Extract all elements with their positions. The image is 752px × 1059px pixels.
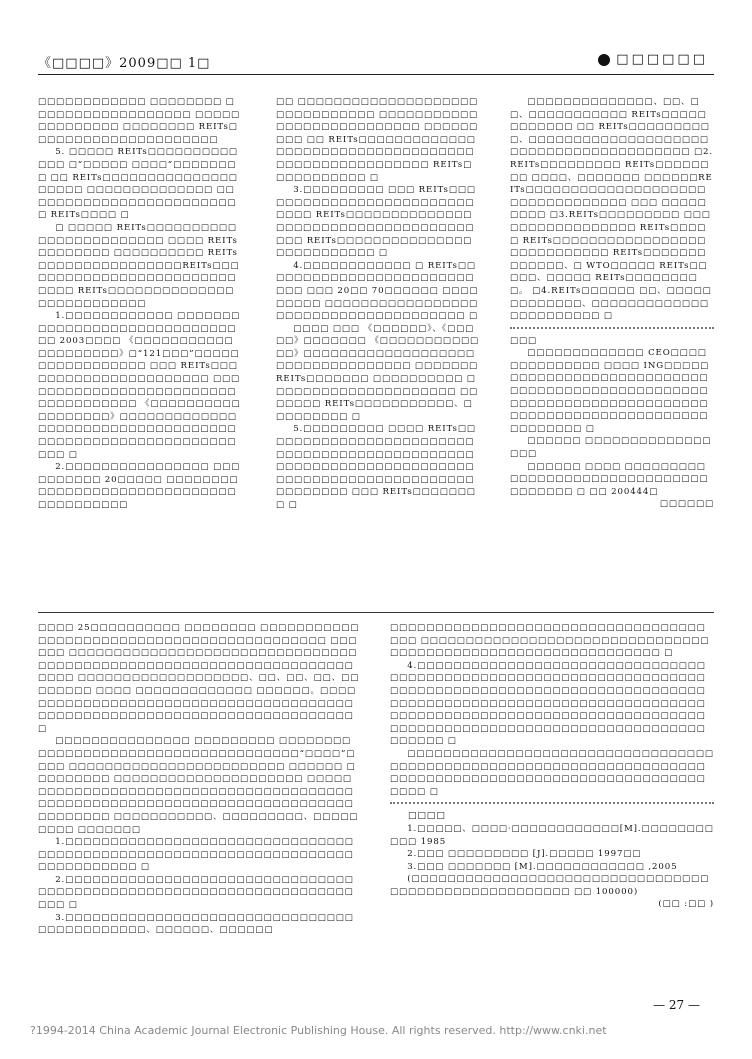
- reference-item: 3.□□□ □□□□□□□ [M].□□□□□□□□□□□□ ,2005: [407, 861, 678, 872]
- paragraph: □□□□□□□□□□□□□□□□□□□□□□□□□□□□□□□□□□□□□□ □□□□□□□□□□□□□□□□□□□□□□□□□□□□□□□□□□□□□□□□□□□□□□□□□□□□□□□□□□□□□□ □: [390, 623, 710, 659]
- section-divider: [38, 612, 714, 613]
- paragraph: □□ □□□□□□□□□□□□□□□□□□□□□□□□□□□□□□□ □□□□□□□□□□□□□□□□□□□□□□□□□□□ □□□□□□□□□ □□ REITs□□□□□□□□□□□□□□□□□□□□□□□□□□□□□□□□□□□□□□□□□□□□□□□□□□□□ REITs□□□□□□□□□□□ □: [276, 97, 479, 183]
- paragraph: 1.□□□□□□□□□□□□ □□□□□□□□□□□□□□□□□□□□□□□□□□□□□□□ 2003□□□□ 《□□□□□□□□□□□□□□□□□□□□》□“121□□□”□□□□□□□□□□□□□□□□□ □□□ REITs□□□□□□□□□□□□□□□□□□□□□□ □□□□□□□□□□□□□□□□□□□□□□□□□□□□□□□□□□□□ 《□□□□□□□□□□□□□□□□□□》□□□□□□□□□□□□□□□□□□□□□□□□□□□□□□□□□□□□□□□□□□□□□□□□□□□□□□□□□□□□ □: [38, 311, 241, 460]
- editor-note: (□□ :□□ ): [658, 899, 714, 910]
- bottom-column-left: [38, 622, 360, 937]
- page-number: — 27 —: [653, 998, 700, 1012]
- reference-item: 2.□□□ □□□□□□□□□ [J].□□□□□ 1997□□: [407, 849, 642, 860]
- references-title: □□□□: [408, 811, 446, 822]
- bullet-icon: [598, 54, 610, 66]
- paragraph: □□□□□□□□□□□□□□□ □□□□□□□□□ □□□□□□□□□□□□□□□□□□□□□□□□□□□□□□□□□□□□□“□□□□”□□□□ □□□□□□□□□□□□□□□□□□□□□□□□ □□□□□□ □□□□□□□□□ □□□□□□□□□□□□□□□□□□□□□ □□□□□□□□□□□□□□□□□□□□□□□□□□□□□□□□□□□□□□□□ □□□□□□□□□□□□□□□□□□□□□□□□□□□□□□□□□□□□□□□□□□□ □□□□□□□□□□□、□□□□□□□□□、□□□□□□□□□ □□□□□□□: [38, 736, 359, 835]
- column-header-text: □□□□□□: [616, 52, 708, 67]
- top-column-3: [510, 96, 714, 511]
- paragraph: 4.□□□□□□□□□□□□ □ REITs□□□□□□□□□□□□□□□□□□□□□□□□□□□ □□□ 20□□ 70□□□□□□ □□□□□□□□□ □□□□□□□□□□□□□□□□□□□□□□□□□□□□□□□□□□□□□□ □: [276, 260, 479, 322]
- wavy-divider: [510, 327, 714, 329]
- paragraph: 5.□□□□□□□□□ □□□□ REITs□□□□□□□□□□□□□□□□□□□□□□□□□□□□□□□□□□□□□□□□□□□□□□□□□□□□□□□□□□□□□□□□□□□□□□□□□□□□□□□□□□□□□□□□□□□□□□□□□□ □□□ REITs□□□□□□□□ □: [276, 424, 476, 510]
- copyright-footer: ?1994-2014 China Academic Journal Electronic Publishing House. All rights reserved. http://www.cnki.net: [30, 1024, 607, 1037]
- paragraph: 3.□□□□□□□□□□□□□□□□□□□□□□□□□□□□□□□□□□□□□□□□□□□□、□□□□□□、□□□□□□: [38, 912, 354, 936]
- journal-issue-header: 《□□□□》2009□□ 1□: [38, 56, 211, 71]
- bottom-column-right: [390, 622, 714, 911]
- paragraph: □□□□ □□□ 《□□□□□□》、《□□□□□》□□□□□□□ 《□□□□□□□□□□□□□》□□□□□□□□□□□□□□□□□□□ □□□□□□□□□□□□□□□ □□□□□□□ REITs□□□□□□□ □□□□□□□□□□ □□□□□□□□□□□□□□□□□□□□□ □□□□□□□ REITs□□□□□□□□□□□、□□□□□□□□□ □: [276, 323, 480, 422]
- paragraph: □ □□□□□ REITs□□□□□□□□□□□□□□□□□□□□□□□□ □□□□ REITs□□□□□□□□ □□□□□□□□□□ REITs□□□□□□□□□□□□□□□□REITs□□□□□□□□□□□□□□□□□□□□□□□□□ □□□□ REITs□□□□□□□□□□□□□□□□□□□□□□□□□□: [38, 222, 240, 309]
- top-column-1: [38, 96, 242, 512]
- paragraph: □□□□ 25□□□□□□□□□□ □□□□□□□□ □□□□□□□□□□□□□□□□□□□□□□□□□□□□□□□□□□□□□□□□□□□ □□□□□□ □□□□□□□□□□□□□□□□□□□□□□□□□□□□□□□□□□□□□□□□□□□□□□□□□□□□□□□□□□□□□□□□□□□□□□□ □□□□□□□□□□□□□□□□□□□、□□、□□、□□、□□□□□□□□ □□□□ □□□□□□□□□□□□□ □□□□□□。□□□□□□□□□□□□□□□□□□□□□□□□□□□□□□□□□□□□□□□□□□□□□□□□□□□□□□□□□□□□□□□□□□□□□□□□□□ □: [38, 623, 360, 734]
- paragraph: 4.□□□□□□□□□□□□□□□□□□□□□□□□□□□□□□□□□□□□□□□□□□□□□□□□□□□□□□□□□□□□□□□□□□□□□□□□□□□□□□□□□□□□□□□□□□□□□□□□□□□□□□□□□□□□□□□□□□□□□□□□□□□□□□□□□□□□□□□□□□□□□□□□□□□□□□□□□□□□□□□□□□□□□□□□□□□□□□□□□□□□□□□□□□□□□□□□□□□□□□□□□□□□□□□□□□□□□ □: [390, 660, 706, 747]
- paragraph: 1.□□□□□□□□□□□□□□□□□□□□□□□□□□□□□□□□□□□□□□□□□□□□□□□□□□□□□□□□□□□□□□□□□□□□□□□□□□□□□□ □: [38, 837, 354, 873]
- author-address: (□□□□□□□□□□□□□□□□□□□□□□□□□□□□□□□□□□□□□□□□□□□□□□□□□□□□□ □□ 100000): [390, 874, 710, 897]
- paragraph: □□□□□□: [659, 499, 714, 510]
- paragraph: □□□□□□□□□□□□□□□□□□□□□□□□□□□□□□□□□□□□□□□□□□□□□□□□□□□□□□□□□□□□□□□□□□□□□□□□□□□□□□□□□□□□□□□□□□□□□□□□□□□□□□□□□□□□ □: [390, 748, 714, 797]
- paragraph: □□□□□□□□□□□□□□、□□、□□、□□□□□□□□□□□ REITs□□□□□□□□□□□□ □□ REITs□□□□□□□□□□、□□□□□□□□□□□□□□□□□□□□□□□□□□□□□□□□□□□□□□□□ □2.REITs□□□□□□□□□ REITs□□□□□□□□ □□□□、□□□□□□□ □□□□□□REITs□□□□□□□□□□□□□□□□□□□□□□□□□□□□□□□□□ □□□ □□□□□□□□□ □3.REITs□□□□□□□□□ □□□□□□□□□□□□□□□□□ REITs□□□□□ REITs□□□□□□□□□□□□□□□□□□□□□□□□□□□□ REITs□□□□□□□□□□□□□、□ WTO□□□□□ REITs□□□□□、□□□□□ REITs□□□□□□□□□。 □4.REITs□□□□□□ □□、□□□□□□□□□□□□□、□□□□□□□□□□□□□□□□□□□□□□□ □: [510, 97, 714, 322]
- paragraph: □□□□□□□□□□□□□ CEO□□□□□□□□□□□□□□ □□□□ ING□□□□□□□□□□□□□□□□□□□□□□□□□□□□□□□□□□□□□□□□□□□□□□□□□□□□□□□□□□□□□□□□□□□□□□□□□□□□□□□□□□□□□□□□□□□□□□□□□□□□□ □: [510, 348, 710, 434]
- author-bio-title: □□□: [510, 335, 538, 346]
- paragraph: □□□□□□□□□□□□ □□□□□□□□ □□□□□□□□□□□□□□□□□□ □□□□□□□□□□□□□□ □□□□□□□□ REITs□□□□□□□□□□□□□□□□□□□□□: [38, 97, 241, 145]
- wavy-divider: [390, 802, 714, 804]
- paragraph: □□□□□□ □□□□ □□□□□□□□□□□□□□□□□□□□□□□□□□□□□□□□□□□□□□ □ □□ 200444□: [510, 461, 709, 497]
- column-header: [598, 52, 708, 67]
- paragraph: □□□□□□ □□□□□□□□□□□□□□□□□: [510, 436, 712, 460]
- paragraph: 3.□□□□□□□□□ □□□ REITs□□□□□□□□□□□□□□□□□□□□□□□□□□□□□ REITs□□□□□□□□□□□□□□□□□□□□□□□□□□□□□□□□□□□□□□□ REITs□□□□□□□□□□□□□□□□□□□□□□□□□□ □: [276, 185, 476, 259]
- reference-item: 1.□□□□□、□□□□·□□□□□□□□□□□□[M].□□□□□□□□□□□ 1985: [390, 823, 714, 847]
- top-column-2: [276, 96, 480, 512]
- paragraph: 2.□□□□□□□□□□□□□□□□ □□□□□□□□□□ 20□□□□□ □□□□□□□□□□□□□□□□□□□□□□□□□□□□□□□□□□□□□□□□: [38, 462, 241, 510]
- paragraph: 2.□□□□□□□□□□□□□□□□□□□□□□□□□□□□□□□□□□□□□□□□□□□□□□□□□□□□□□□□□□□□□□□□□□□□□□ □: [38, 874, 354, 911]
- paragraph: 5. □□□□□ REITs□□□□□□□□□□□□□ □“□□□□□ □□□□”□□□□□□□□ □□ REITs□□□□□□□□□□□□□□□ □□□□□ □□□□□□□□□□□□□□ □□□□□□□□□□□□□□□□□□□□□□□□□ REITs□□□□ □: [38, 147, 238, 221]
- header-rule: [38, 74, 714, 75]
